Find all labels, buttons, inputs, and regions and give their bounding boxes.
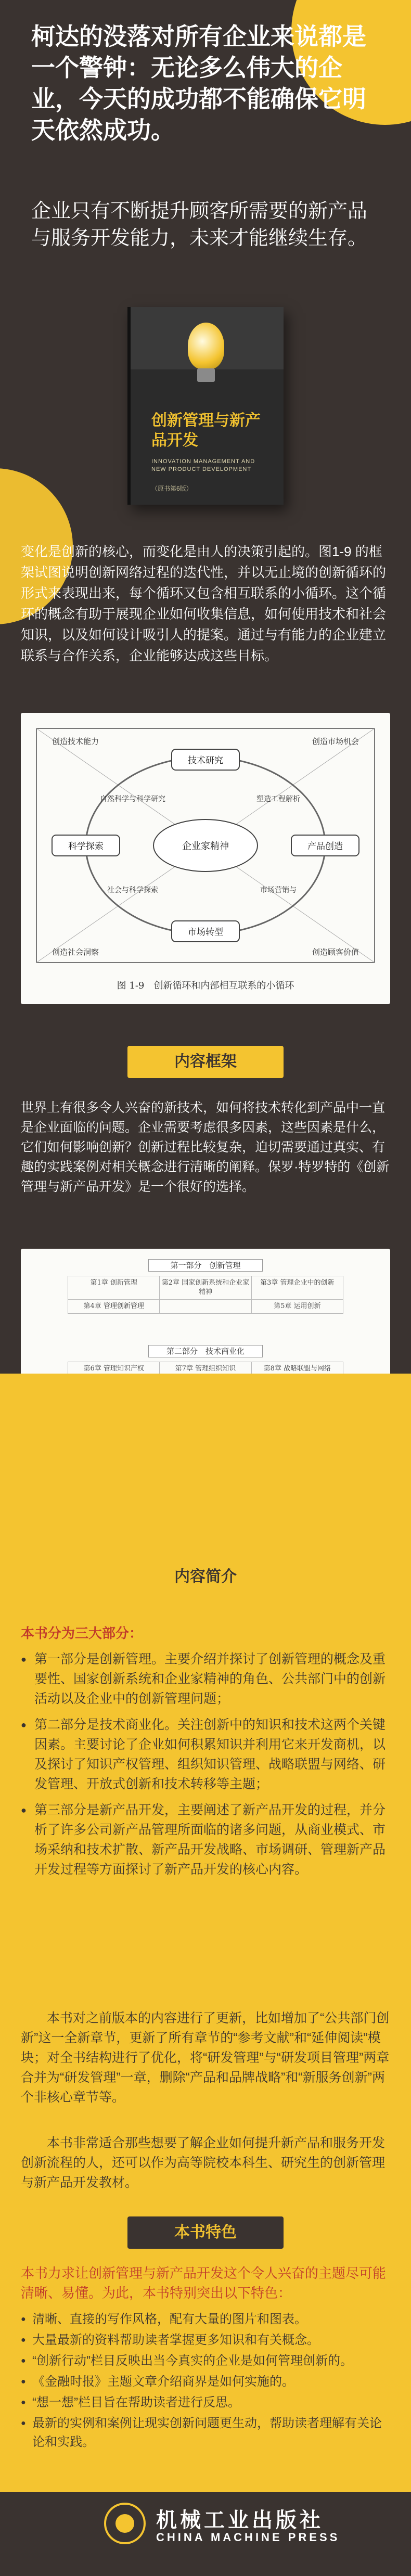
section-title-features: 本书特色 — [127, 2216, 284, 2249]
list-item: ● 大量最新的资料帮助读者掌握更多知识和有关概念。 — [21, 2331, 390, 2350]
figure-caption: 图 1-9 创新循环和内部相互联系的小循环 — [117, 980, 294, 991]
center-label: 企业家精神 — [182, 841, 229, 852]
innovation-cycle-figure — [21, 713, 390, 1004]
book-subtitle-en: INNOVATION MANAGEMENT AND NEW PRODUCT DEVELOPMENT — [151, 458, 255, 472]
corner-label-bl: 创造社会洞察 — [52, 947, 99, 957]
toc-cell: 第1章 创新管理 — [68, 1276, 159, 1299]
section-title-summary: 内容简介 — [127, 1561, 284, 1593]
list-item: ● 第三部分是新产品开发，主要阐述了新产品开发的过程，并分析了许多公司新产品管理所面临的诸多问题，从商业模式、市场采纳和技术扩散、新产品开发战略、市场调研、管理新产品开发过程等方面探讨了新产品开发的核心内容。 — [21, 1800, 390, 1879]
toc-cell: 第7章 管理组织知识 — [159, 1362, 251, 1376]
arc-label-tl: 自然科学与科学研究 — [100, 795, 165, 803]
publisher-name-en: CHINA MACHINE PRESS — [156, 2531, 340, 2544]
toc-cell: 第5章 运用创新 — [251, 1300, 343, 1313]
toc-cell: 第6章 管理知识产权 — [68, 1362, 159, 1376]
summary-heading: 本书分为三大部分： — [21, 1625, 143, 1641]
publisher-logo-icon — [104, 2503, 146, 2544]
lightbulb-icon — [188, 323, 224, 369]
node-right-label: 产品创造 — [307, 841, 343, 852]
book-title: 创新管理与新产品开发 — [151, 412, 261, 450]
corner-label-tl: 创造技术能力 — [52, 737, 99, 746]
toc-cell: 第8章 战略联盟与网络 — [251, 1362, 343, 1376]
arc-label-tr: 塑造工程解析 — [256, 795, 300, 803]
arc-label-br: 市场营销与 — [260, 886, 297, 894]
list-item: ● 最新的实例和案例让现实创新问题更生动，帮助读者理解有关论论和实践。 — [21, 2414, 390, 2452]
publisher-logo-inner — [115, 2514, 134, 2533]
toc-cell — [159, 1300, 251, 1313]
hero-subtitle: 企业只有不断提升顾客所需要的新产品与服务开发能力，未来才能继续生存。 — [31, 200, 368, 249]
toc-cell: 第2章 国家创新系统和企业家精神 — [159, 1276, 251, 1299]
node-top-label: 技术研究 — [188, 755, 223, 766]
list-item: ● 第一部分是创新管理。主要介绍并探讨了创新管理的概念及重要性、国家创新系统和企业家精神的角色、公共部门中的创新活动以及企业中的创新管理问题； — [21, 1649, 390, 1709]
summary-paragraph-1: 本书对之前版本的内容进行了更新，比如增加了“公共部门创新”这一全新章节，更新了所有章节的“参考文献”和“延伸阅读”模块；对全书结构进行了优化，将“研发管理”与“研发项目管理”两章合并为“研发管理”一章，删除“产品和品牌战略”和“新服务创新”两个非核心章节等。 — [21, 2011, 390, 2105]
intro-paragraph: 变化是创新的核心，而变化是由人的决策引起的。图1-9 的框架试图说明创新网络过程的迭代性，并以无止境的创新循环的形式来表现出来，每个循环又包含相互联系的小循环。这个循环的概念有助于展现企业如何收集信息，如何使用技术和社会知识，以及如何设计吸引人的提案。通过与有能力的企业建立联系与合作关系，企业能够达成这些目标。 — [21, 544, 387, 663]
toc-cell: 第4章 管理创新管理 — [68, 1300, 159, 1313]
node-bottom-label: 市场转型 — [188, 927, 223, 938]
toc-table — [68, 1276, 343, 1314]
arc-label-bl: 社会与科学探索 — [107, 886, 158, 894]
toc-row — [68, 1299, 343, 1314]
hero-quote: 柯达的没落对所有企业来说都是一个警钟：无论多么伟大的企业，今天的成功都不能确保它明天依然成功。 — [31, 23, 366, 144]
list-item: ● 《金融时报》主题文章介绍商界是如何实施的。 — [21, 2373, 390, 2391]
framework-paragraph: 世界上有很多令人兴奋的新技术，如何将技术转化到产品中一直是企业面临的问题。企业需要考虑很多因素，这些因素是什么，它们如何影响创新？创新过程比较复杂，迫切需要通过真实、有趣的实践案例对相关概念进行清晰的阐释。保罗·特罗特的《创新管理与新产品开发》是一个很好的选择。 — [21, 1100, 390, 1194]
features-heading: 本书力求让创新管理与新产品开发这个令人兴奋的主题尽可能清晰、易懂。为此，本书特别突出以下特色： — [21, 2265, 387, 2301]
innovation-cycle-diagram — [21, 713, 390, 1004]
list-item: ● “创新行动”栏目反映出当今真实的企业是如何管理创新的。 — [21, 2352, 390, 2370]
summary-paragraph-2: 本书非常适合那些想要了解企业如何提升新产品和服务开发创新流程的人，还可以作为高等院校本科生、研究生的创新管理与新产品开发教材。 — [21, 2136, 386, 2190]
list-item: ● 第二部分是技术商业化。关注创新中的知识和技术这两个关键因素。主要讨论了企业如何积累知识并利用它来开发商机，以及探讨了知识产权管理、组织知识管理、战略联盟与网络、研发管理、开放式创新和技术转移等主题； — [21, 1715, 390, 1794]
toc-cell: 第3章 管理企业中的创新 — [251, 1276, 343, 1299]
node-left-label: 科学探索 — [68, 841, 104, 852]
toc-part-1 — [68, 1259, 343, 1314]
book-edition: （原书第6版） — [151, 485, 192, 492]
toc-part-title: 第一部分 创新管理 — [148, 1259, 263, 1272]
toc-row — [68, 1276, 343, 1299]
corner-label-br: 创造顾客价值 — [312, 947, 359, 957]
corner-label-tr: 创造市场机会 — [312, 737, 359, 746]
toc-part-title: 第二部分 技术商业化 — [148, 1345, 263, 1357]
book-cover-image — [127, 307, 284, 505]
summary-bullet-list — [21, 1649, 390, 1886]
list-item: ● “想一想”栏目旨在帮助读者进行反思。 — [21, 2393, 390, 2412]
features-list — [21, 2310, 390, 2454]
lightbulb-base-icon — [197, 368, 215, 382]
publisher-name-cn: 机械工业出版社 — [156, 2509, 324, 2532]
list-item: ● 清晰、直接的写作风格，配有大量的图片和图表。 — [21, 2310, 390, 2329]
section-title-framework: 内容框架 — [127, 1046, 284, 1078]
